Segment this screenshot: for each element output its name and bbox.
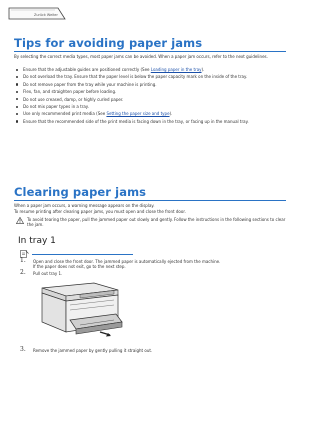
step-item xyxy=(20,268,286,276)
warning-icon xyxy=(16,217,24,224)
list-item: Do not overload the tray. Ensure that the paper level is below the paper capacity mark on the inside of the tray. xyxy=(14,74,286,79)
tips-heading: Tips for avoiding paper jams xyxy=(14,36,203,50)
printer-illustration xyxy=(34,280,124,340)
list-item: Ensure that the adjustable guides are positioned correctly (See Loading paper in the tray). xyxy=(14,67,286,72)
clearing-heading: Clearing paper jams xyxy=(14,185,147,199)
step-text: Open and close the front door. The jammed paper is automatically ejected from the machine. xyxy=(33,259,221,264)
note-divider xyxy=(32,254,133,255)
steps-list-b xyxy=(20,348,286,353)
step-number: 2. xyxy=(20,268,26,276)
step-item xyxy=(20,348,286,353)
step-number: 3. xyxy=(20,346,26,353)
navigation-tab-label[interactable]: Zurück Weiter xyxy=(34,13,58,17)
tips-bullet-list xyxy=(14,67,286,126)
link-loading-paper[interactable]: Loading paper in the tray xyxy=(150,67,202,72)
list-item: Ensure that the recommended side of the print media is facing down in the tray, or facing up in the manual tray. xyxy=(14,119,286,124)
step-item xyxy=(20,259,286,269)
subheading-in-tray-1: In tray 1 xyxy=(18,236,56,246)
tips-intro: By selecting the correct media types, most paper jams can be avoided. When a paper jam occurs, refer to the next guidelines. xyxy=(14,54,268,59)
step-subtext: If the paper does not exit, go to the next step. xyxy=(33,264,126,270)
clearing-heading-rule xyxy=(14,200,286,201)
list-item: Do not remove paper from the tray while your machine is printing. xyxy=(14,82,286,87)
clearing-para-resume: To resume printing after clearing paper jams, you must open and close the front door. xyxy=(14,209,186,214)
steps-list-a xyxy=(20,259,286,276)
step-text: Pull out tray 1. xyxy=(33,270,63,276)
clearing-para-warning: When a paper jam occurs, a warning message appears on the display. xyxy=(14,203,155,208)
caution-text: To avoid tearing the paper, pull the jammed paper out slowly and gently. Follow the instructions in the following sections to clear the jam. xyxy=(27,217,286,228)
list-item: Flex, fan, and straighten paper before loading. xyxy=(14,89,286,94)
step-text: Remove the jammed paper by gently pulling it straight out. xyxy=(33,348,153,353)
list-item: Do not mix paper types in a tray. xyxy=(14,104,286,109)
link-paper-size-type[interactable]: Setting the paper size and type xyxy=(106,111,170,117)
step-number: 1. xyxy=(20,257,26,264)
list-item: Use only recommended print media (See Setting the paper size and type). xyxy=(14,111,286,116)
tips-heading-rule xyxy=(14,51,286,52)
list-item: Do not use creased, damp, or highly curled paper. xyxy=(14,97,286,102)
